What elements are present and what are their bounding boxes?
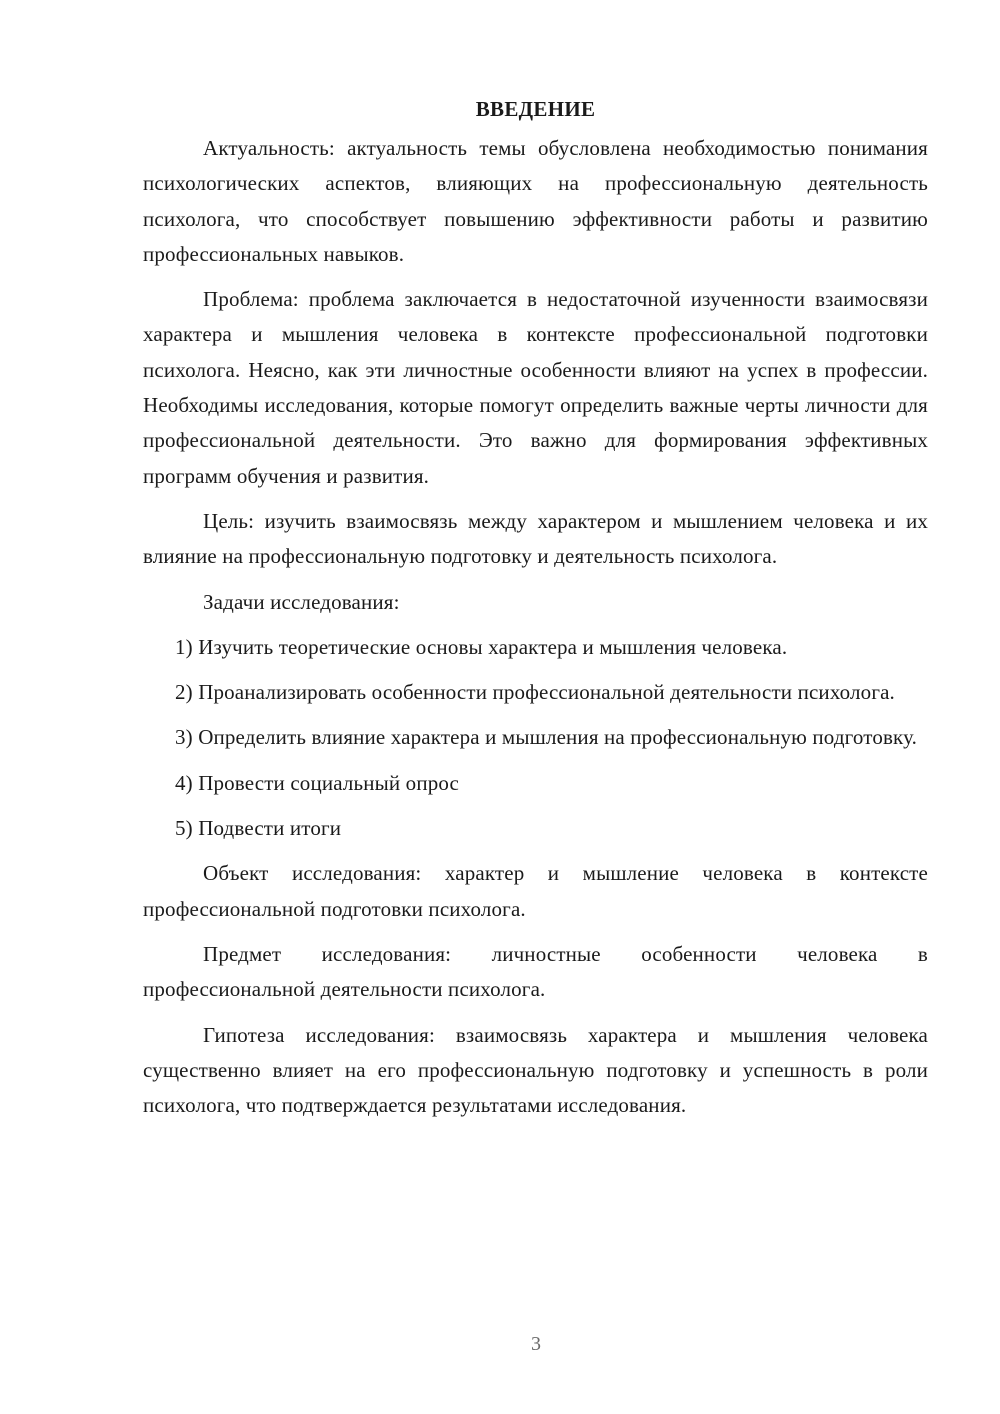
task-item-5: 5) Подвести итоги <box>175 816 342 841</box>
task-item-4: 4) Провести социальный опрос <box>175 770 460 795</box>
hypothesis-paragraph: Гипотеза исследования: взаимосвязь характера и мышления человека существенно влияет на его профессиональную подготовку и успешность в роли психолога, что подтверждается результатами исследования. <box>143 1022 928 1118</box>
tasks-heading: Задачи исследования: <box>203 589 400 614</box>
problem-paragraph: Проблема: проблема заключается в недостаточной изученности взаимосвязи характера и мышления человека в контексте профессиональной подготовки психолога. Неясно, как эти личностные особенности влияют на успех в профессии. Необходимы исследования, которые помогут определить важные черты личности для профессиональной деятельности. Это важно для формирования эффективных программ обучения и развития. <box>143 287 928 488</box>
task-item-2: 2) Проанализировать особенности профессиональной деятельности психолога. <box>175 680 895 705</box>
page-title: ВВЕДЕНИЕ <box>475 97 596 121</box>
task-item-3: 3) Определить влияние характера и мышления на профессиональную подготовку. <box>175 725 918 750</box>
subject-paragraph: Предмет исследования: личностные особенности человека в профессиональной деятельности психолога. <box>143 941 928 1002</box>
document-page <box>143 92 928 1133</box>
object-paragraph: Объект исследования: характер и мышление человека в контексте профессиональной подготовки психолога. <box>143 861 928 921</box>
goal-paragraph: Цель: изучить взаимосвязь между характером и мышлением человека и их влияние на профессиональную подготовку и деятельность психолога. <box>143 508 928 569</box>
task-item-1: 1) Изучить теоретические основы характера и мышления человека. <box>175 634 788 659</box>
page-number: 3 <box>531 1333 541 1355</box>
relevance-paragraph: Актуальность: актуальность темы обусловлена необходимостью понимания психологических аспектов, влияющих на профессиональную деятельность психолога, что способствует повышению эффективности работы и развитию профессиональных навыков. <box>143 136 928 266</box>
